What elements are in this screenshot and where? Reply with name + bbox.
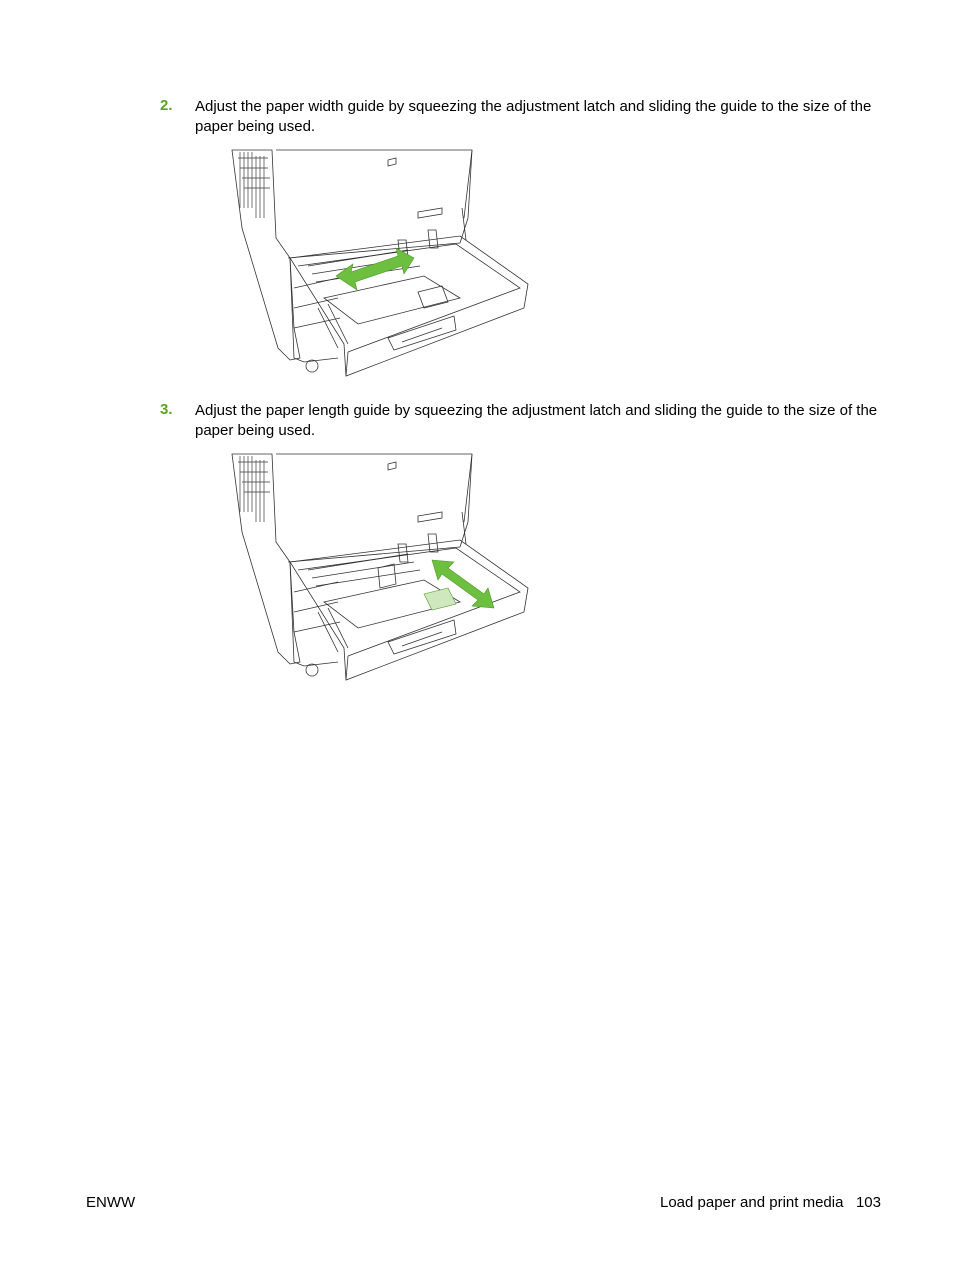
printer-tray-illustration-length-guide [228,452,533,684]
footer-section-title: Load paper and print media [659,1194,844,1211]
step-instruction: Adjust the paper width guide by squeezing the adjustment latch and sliding the guide to the size of the paper being used. [195,98,872,135]
footer-edition: ENWW [86,1194,136,1211]
step-number: 2. [160,97,173,114]
step-instruction: Adjust the paper length guide by squeezing the adjustment latch and sliding the guide to the size of the paper being used. [195,402,878,439]
step-number: 3. [160,401,173,418]
footer-section [660,1194,881,1211]
printer-tray-illustration-width-guide [228,148,533,380]
page-number: 103 [855,1194,881,1211]
